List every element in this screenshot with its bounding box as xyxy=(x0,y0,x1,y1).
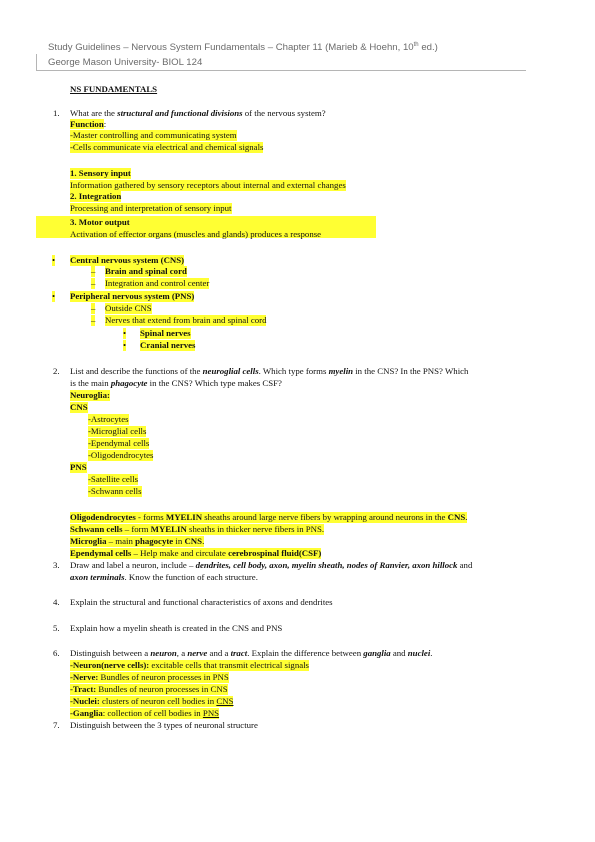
ependymal-note: Ependymal cells – Help make and circulate cerebrospinal fluid(CSF) xyxy=(70,548,322,558)
question-number: 2. xyxy=(53,366,60,376)
motor-output-title: 3. Motor output xyxy=(70,217,130,227)
function-item: -Cells communicate via electrical and chemical signals xyxy=(70,142,264,152)
question-5: Explain how a myelin sheath is created in the CNS and PNS xyxy=(70,623,283,633)
function-label: Function: xyxy=(70,119,107,129)
page-header xyxy=(48,38,438,70)
ganglia-definition: -Ganglia: collection of cell bodies in PNS xyxy=(70,708,220,718)
integration-title: 2. Integration xyxy=(70,191,122,201)
pns-item: Outside CNS xyxy=(105,303,152,313)
bullet: • xyxy=(52,255,56,265)
question-7: Distinguish between the 3 types of neuronal structure xyxy=(70,720,258,730)
question-3-line-1: Draw and label a neuron, include – dendrites, cell body, axon, myelin sheath, nodes of Ranvier, axon hillock and xyxy=(70,560,473,570)
question-number: 4. xyxy=(53,597,60,607)
dash: – xyxy=(91,315,96,325)
question-number: 3. xyxy=(53,560,60,570)
question-4: Explain the structural and functional characteristics of axons and dendrites xyxy=(70,597,333,607)
pns-heading: Peripheral nervous system (PNS) xyxy=(70,291,195,301)
oligodendrocytes-note: Oligodendrocytes - forms MYELIN sheaths around large nerve fibers by wrapping around neurons in the CNS. xyxy=(70,512,468,522)
page-title: NS FUNDAMENTALS xyxy=(70,84,158,94)
question-6: Distinguish between a neuron, a nerve and a tract. Explain the difference between ganglia and nuclei. xyxy=(70,648,433,658)
question-3-line-2: axon terminals. Know the function of each structure. xyxy=(70,572,258,582)
tract-definition: -Tract: Bundles of neuron processes in CNS xyxy=(70,684,228,694)
bullet: • xyxy=(123,340,127,350)
nuclei-definition: -Nuclei: clusters of neuron cell bodies in CNS xyxy=(70,696,234,706)
question-number: 5. xyxy=(53,623,60,633)
glia-item: -Ependymal cells xyxy=(88,438,150,448)
pns-label: PNS xyxy=(70,462,87,472)
dash: – xyxy=(91,303,96,313)
header-line-1: Study Guidelines – Nervous System Fundamentals – Chapter 11 (Marieb & Hoehn, 10th ed.) xyxy=(48,42,438,54)
question-1: What are the structural and functional divisions of the nervous system? xyxy=(70,108,326,118)
neuroglia-heading: Neuroglia: xyxy=(70,390,110,400)
sensory-input-title: 1. Sensory input xyxy=(70,168,131,178)
cns-heading: Central nervous system (CNS) xyxy=(70,255,185,265)
integration-text: Processing and interpretation of sensory input xyxy=(70,203,232,213)
header-line-2: George Mason University- BIOL 124 xyxy=(48,57,203,69)
glia-item: -Microglial cells xyxy=(88,426,147,436)
glia-item: -Astrocytes xyxy=(88,414,129,424)
question-2-line-1: List and describe the functions of the neuroglial cells. Which type forms myelin in the CNS? In the PNS? Which xyxy=(70,366,469,376)
cns-item: Integration and control center xyxy=(105,278,210,288)
pns-item: Nerves that extend from brain and spinal cord xyxy=(105,315,267,325)
cns-label: CNS xyxy=(70,402,88,412)
glia-item: -Schwann cells xyxy=(88,486,142,496)
pns-subitem: Spinal nerves xyxy=(140,328,191,338)
bullet: • xyxy=(52,291,56,301)
dash: – xyxy=(91,266,96,276)
header-divider-vertical xyxy=(36,54,37,71)
sensory-input-text: Information gathered by sensory receptors about internal and external changes xyxy=(70,180,346,190)
dash: – xyxy=(91,278,96,288)
microglia-note: Microglia – main phagocyte in CNS. xyxy=(70,536,205,546)
header-divider xyxy=(36,70,526,71)
nerve-definition: -Nerve: Bundles of neuron processes in PNS xyxy=(70,672,229,682)
question-number: 7. xyxy=(53,720,60,730)
question-2-line-2: is the main phagocyte in the CNS? Which type makes CSF? xyxy=(70,378,282,388)
question-number: 6. xyxy=(53,648,60,658)
pns-subitem: Cranial nerves xyxy=(140,340,196,350)
function-item: -Master controlling and communicating system xyxy=(70,130,237,140)
motor-output-text: Activation of effector organs (muscles and glands) produces a response xyxy=(70,229,322,239)
neuron-definition: -Neuron(nerve cells): excitable cells that transmit electrical signals xyxy=(70,660,309,670)
glia-item: -Oligodendrocytes xyxy=(88,450,154,460)
glia-item: -Satellite cells xyxy=(88,474,139,484)
schwann-note: Schwann cells – form MYELIN sheaths in thicker nerve fibers in PNS. xyxy=(70,524,325,534)
bullet: • xyxy=(123,328,127,338)
question-number: 1. xyxy=(53,108,60,118)
cns-item: Brain and spinal cord xyxy=(105,266,187,276)
